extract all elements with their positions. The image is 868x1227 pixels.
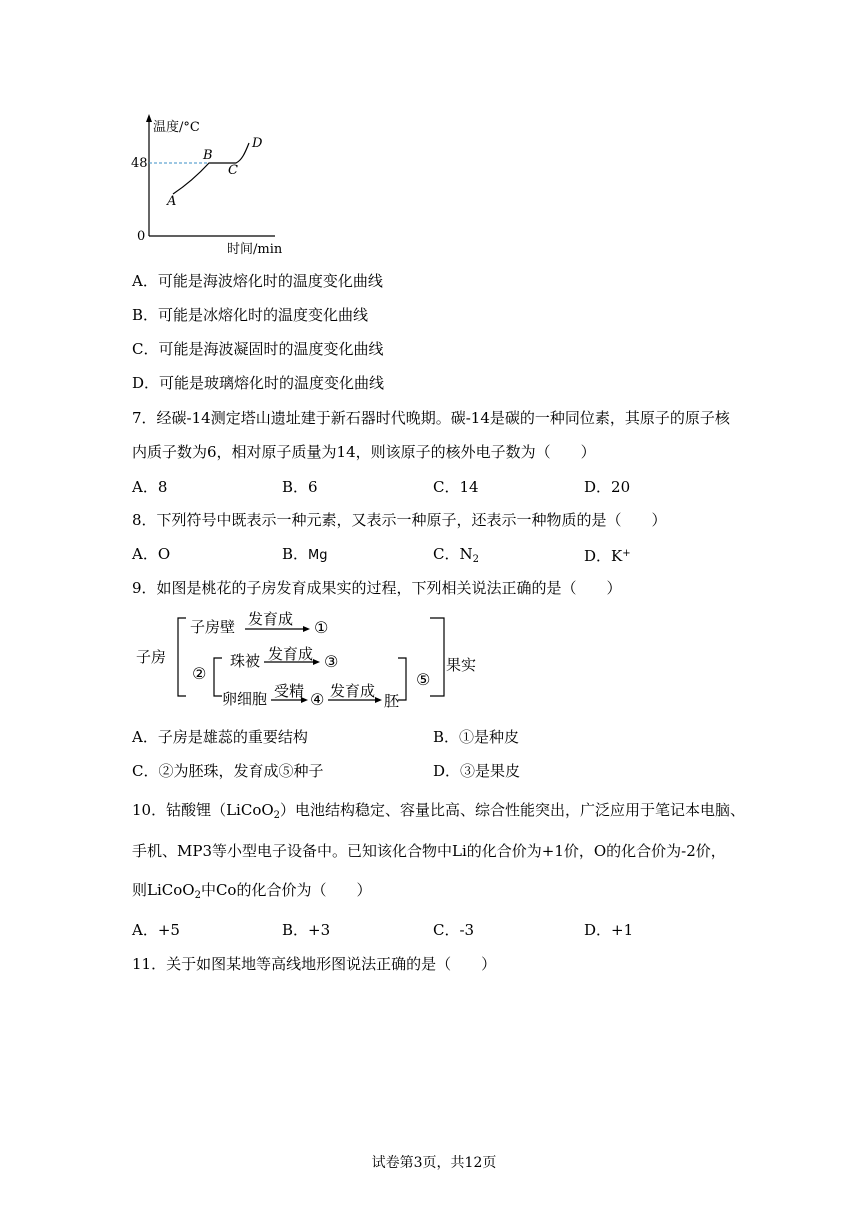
graph-y-label: 温度/°C (153, 120, 200, 135)
y-axis-arrow (146, 114, 152, 122)
q10-stem-line1 (132, 801, 745, 825)
graph-svg (125, 108, 295, 258)
q11-stem: 11．关于如图某地等高线地形图说法正确的是（ ） (132, 955, 497, 973)
label-integument: 珠被 (230, 652, 261, 670)
label-egg-cell: 卵细胞 (222, 690, 268, 708)
label-n2: ② (192, 664, 207, 683)
q10-line1-post: ）电池结构稳定、容量比高、综合性能突出，广泛应用于笔记本电脑、 (280, 801, 746, 819)
label-n5: ⑤ (416, 670, 431, 689)
q7-stem-line1: 7．经碳-14测定塔山遗址建于新石器时代晚期。碳-14是碳的一种同位素，其原子的原子核 (132, 409, 730, 427)
temperature-graph (125, 108, 295, 258)
label-ovary: 子房 (136, 648, 167, 666)
q8-option-d (584, 545, 631, 565)
q10-option-a: A．+5 (132, 921, 180, 939)
label-n4: ④ (310, 690, 325, 709)
q6-option-a: A．可能是海波熔化时的温度变化曲线 (132, 272, 383, 290)
label-embryo: 胚 (384, 692, 400, 710)
label-ovary-wall: 子房壁 (190, 618, 236, 636)
arrow-4-head (375, 697, 382, 703)
fruit-bracket (430, 618, 444, 696)
q10-option-d: D．+1 (584, 921, 634, 939)
q10-option-c: C．-3 (433, 921, 475, 939)
q7-option-a: A．8 (132, 478, 168, 496)
q7-stem-line2: 内质子数为6，相对原子质量为14，则该原子的核外电子数为（ ） (132, 443, 596, 461)
graph-origin: 0 (137, 229, 146, 244)
point-c-label: C (228, 163, 238, 178)
q10-stem-line2: 手机、MP3等小型电子设备中。已知该化合物中Li的化合价为+1价，O的化合价为-2价， (132, 842, 726, 860)
q6-option-b: B．可能是冰熔化时的温度变化曲线 (132, 306, 369, 324)
q9-option-d: D．③是果皮 (433, 762, 521, 780)
q8-option-d-symbol: K (611, 547, 623, 565)
fruit-development-diagram (134, 608, 504, 718)
graph-y-tick-48: 48 (131, 156, 148, 171)
q10-line3-post: 中Co的化合价为（ ） (200, 881, 372, 899)
q8-option-c-prefix: C． (433, 545, 460, 563)
q10-line3-sub: 2 (194, 890, 201, 901)
q8-option-b-symbol: Mg (308, 548, 328, 563)
ovary-bracket (178, 618, 186, 696)
q6-option-d: D．可能是玻璃熔化时的温度变化曲线 (132, 374, 385, 392)
q8-stem: 8．下列符号中既表示一种元素，又表示一种原子，还表示一种物质的是（ ） (132, 511, 667, 529)
q8-option-c-subscript: 2 (472, 554, 479, 565)
q7-option-b: B．6 (282, 478, 318, 496)
q10-line3-pre: 则LiCoO (132, 881, 195, 899)
q8-option-b (282, 545, 328, 565)
q8-option-c (433, 545, 479, 569)
q8-option-b-prefix: B． (282, 545, 309, 563)
q10-stem-line3 (132, 881, 371, 905)
label-develop-2: 发育成 (268, 645, 314, 663)
point-a-label: A (167, 194, 177, 209)
q10-line1-pre: 10．钴酸锂（LiCoO (132, 801, 274, 819)
q8-option-c-symbol: N (459, 545, 473, 563)
q7-option-c: C．14 (433, 478, 479, 496)
label-fertilize: 受精 (274, 682, 305, 700)
q8-option-a: A．O (132, 545, 171, 563)
label-develop-3: 发育成 (330, 682, 376, 700)
label-fruit: 果实 (446, 656, 477, 674)
ovule-bracket (214, 658, 222, 696)
seed-bracket (398, 658, 406, 700)
q9-option-a: A．子房是雄蕊的重要结构 (132, 728, 308, 746)
label-develop-1: 发育成 (248, 610, 294, 628)
arrow-1-head (303, 626, 310, 632)
q9-option-b: B．①是种皮 (433, 728, 520, 746)
q7-option-d: D．20 (584, 478, 631, 496)
q6-option-c: C．可能是海波凝固时的温度变化曲线 (132, 340, 384, 358)
graph-x-label: 时间/min (227, 242, 283, 257)
point-b-label: B (203, 148, 213, 163)
page-footer: 试卷第3页，共12页 (371, 1155, 497, 1171)
q8-option-d-prefix: D． (584, 547, 612, 565)
q9-stem: 9．如图是桃花的子房发育成果实的过程，下列相关说法正确的是（ ） (132, 579, 622, 597)
point-d-label: D (252, 136, 263, 151)
label-n1: ① (314, 618, 329, 637)
q8-option-d-superscript: + (622, 548, 631, 559)
q10-option-b: B．+3 (282, 921, 331, 939)
q9-option-c: C．②为胚珠，发育成⑤种子 (132, 762, 324, 780)
q10-line1-sub: 2 (273, 810, 281, 821)
arrow-2-head (313, 659, 320, 665)
label-n3: ③ (324, 652, 339, 671)
